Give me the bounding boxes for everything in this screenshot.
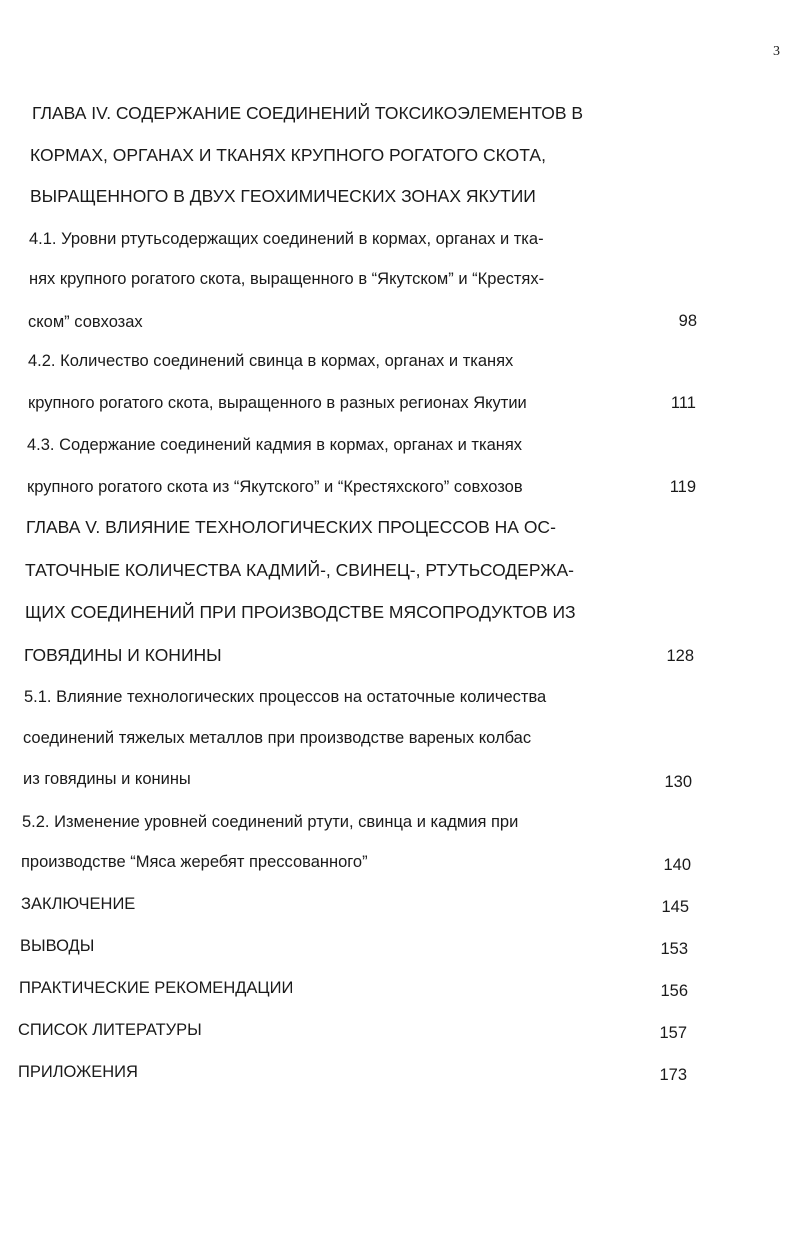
toc-line: 5.2. Изменение уровней соединений ртути, свинца и кадмия при [22,813,519,831]
page-number: 3 [773,44,780,59]
page-ref: 157 [659,1024,687,1042]
toc-line: 4.3. Содержание соединений кадмия в кормах, органах и тканях [27,436,523,454]
page-ref: 173 [659,1066,687,1084]
toc-line: ТАТОЧНЫЕ КОЛИЧЕСТВА КАДМИЙ-, СВИНЕЦ-, РТУТЬСОДЕРЖА- [25,560,574,580]
toc-line: 4.2. Количество соединений свинца в кормах, органах и тканях [28,352,514,370]
toc-line: крупного рогатого скота из “Якутского” и “Крестяхского” совхозов [27,478,523,496]
toc-line: ПРИЛОЖЕНИЯ [18,1063,138,1081]
toc-line: ПРАКТИЧЕСКИЕ РЕКОМЕНДАЦИИ [19,979,294,997]
toc-line: нях крупного рогатого скота, выращенного в “Якутском” и “Крестях- [29,270,545,288]
page-ref: 153 [660,940,688,958]
toc-line: 4.1. Уровни ртутьсодержащих соединений в кормах, органах и тка- [29,230,544,248]
page-ref: 119 [669,478,696,496]
toc-line: ском” совхозах [28,313,143,331]
toc-line: СПИСОК ЛИТЕРАТУРЫ [18,1021,202,1039]
toc-line: ЩИХ СОЕДИНЕНИЙ ПРИ ПРОИЗВОДСТВЕ МЯСОПРОДУКТОВ ИЗ [25,602,576,622]
page-ref: 128 [666,647,694,665]
page-ref: 130 [664,773,692,791]
page-ref: 98 [678,312,697,330]
toc-line: производстве “Мяса жеребят прессованного” [21,853,368,871]
toc-line: крупного рогатого скота, выращенного в разных регионах Якутии [28,394,527,412]
toc-line: ЗАКЛЮЧЕНИЕ [21,895,136,913]
toc-line: ВЫВОДЫ [20,937,95,955]
page-ref: 111 [670,394,696,412]
page-ref: 156 [660,982,688,1000]
toc-line: КОРМАХ, ОРГАНАХ И ТКАНЯХ КРУПНОГО РОГАТОГО СКОТА, [30,145,546,165]
toc-line: ГЛАВА V. ВЛИЯНИЕ ТЕХНОЛОГИЧЕСКИХ ПРОЦЕССОВ НА ОС- [26,517,556,537]
toc-line: ВЫРАЩЕННОГО В ДВУХ ГЕОХИМИЧЕСКИХ ЗОНАХ ЯКУТИИ [30,186,536,206]
page-ref: 145 [661,898,689,916]
toc-line: ГЛАВА IV. СОДЕРЖАНИЕ СОЕДИНЕНИЙ ТОКСИКОЭЛЕМЕНТОВ В [32,103,584,123]
toc-line: ГОВЯДИНЫ И КОНИНЫ [24,645,222,665]
toc-line: соединений тяжелых металлов при производстве вареных колбас [23,729,532,747]
page-ref: 140 [663,856,691,874]
toc-line: 5.1. Влияние технологических процессов на остаточные количества [24,688,547,706]
toc-line: из говядины и конины [23,770,191,788]
